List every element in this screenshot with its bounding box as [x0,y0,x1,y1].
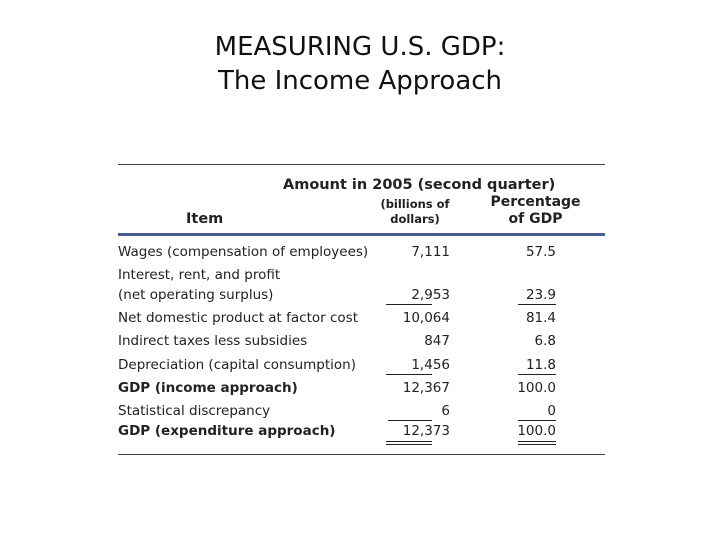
row-label: Depreciation (capital consumption) [118,357,356,373]
header-percentage-line-1: Percentage [490,194,581,210]
header-billions-line-1: (billions of [380,197,450,211]
percent-underline [518,374,556,375]
percent-underline [518,304,556,305]
row-percent: 100.0 [517,380,556,396]
table-row [118,286,605,306]
row-amount: 7,111 [411,244,450,260]
row-amount: 10,064 [402,310,450,326]
table-top-rule [118,164,605,165]
row-percent: 100.0 [517,423,556,439]
table-row [118,379,605,399]
percent-underline [518,420,556,421]
table-row [118,243,605,263]
gdp-income-table [118,164,605,456]
row-amount: 12,367 [402,380,450,396]
header-item: Item [186,211,224,227]
row-amount: 6 [441,403,450,419]
slide-title-line-1: MEASURING U.S. GDP: [214,32,506,62]
header-percentage [488,194,583,228]
row-label: (net operating surplus) [118,287,274,303]
amount-underline [386,304,432,305]
table-row [118,309,605,329]
percent-double-underline [518,441,556,445]
row-amount: 2,953 [411,287,450,303]
table-row [118,356,605,376]
amount-underline [388,420,432,421]
row-amount: 12,373 [402,423,450,439]
table-bottom-rule [118,454,605,455]
row-percent: 11.8 [525,357,556,373]
row-percent: 0 [547,403,556,419]
header-divider [118,233,605,236]
row-percent: 23.9 [525,287,556,303]
amount-double-underline [386,441,432,445]
row-percent: 6.8 [534,333,556,349]
row-amount: 847 [424,333,450,349]
header-percentage-line-2: of GDP [508,211,563,227]
row-label: Statistical discrepancy [118,403,271,419]
row-label: GDP (expenditure approach) [118,423,336,439]
header-amount: Amount in 2005 (second quarter) [283,177,556,193]
table-row [118,422,605,442]
header-billions-line-2: dollars) [390,212,440,226]
row-label: Wages (compensation of employees) [118,244,369,260]
row-label: GDP (income approach) [118,380,298,396]
row-label: Indirect taxes less subsidies [118,333,308,349]
row-label: Interest, rent, and profit [118,267,281,283]
row-label: Net domestic product at factor cost [118,310,358,326]
slide-title-line-2: The Income Approach [217,66,503,96]
table-row [118,332,605,352]
table-row [118,402,605,422]
row-percent: 81.4 [525,310,556,326]
header-billions [380,197,450,227]
row-amount: 1,456 [411,357,450,373]
amount-underline [386,374,432,375]
table-row [118,266,605,286]
slide-title [0,30,720,98]
row-percent: 57.5 [525,244,556,260]
